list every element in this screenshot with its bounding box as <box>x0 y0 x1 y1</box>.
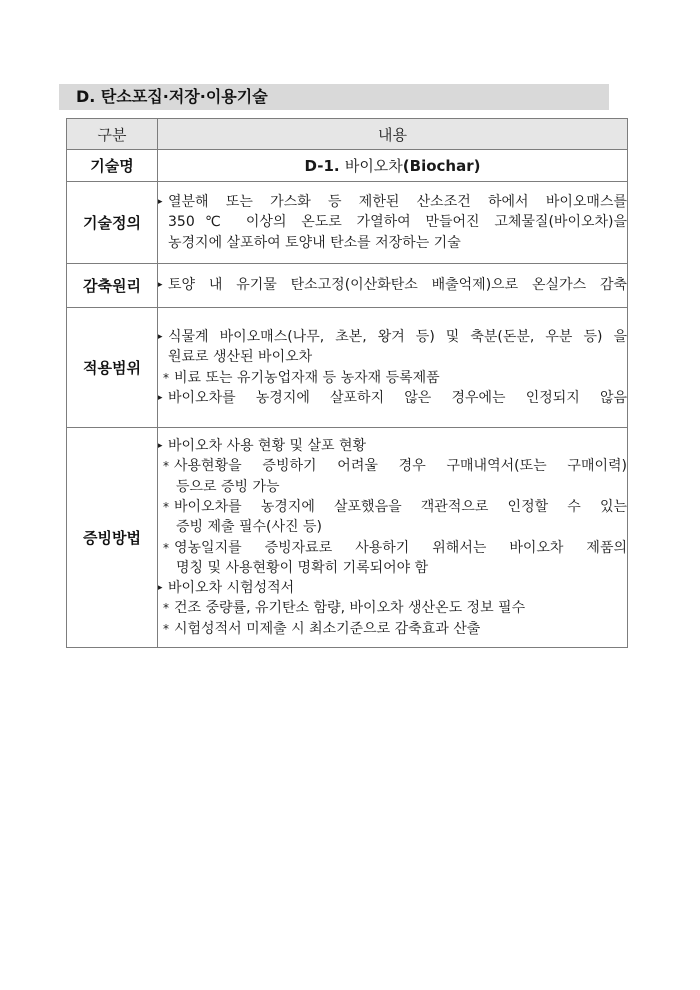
triangle-bullet-icon: ▸ <box>158 583 163 594</box>
row-content <box>158 182 628 264</box>
note-item <box>158 598 627 618</box>
row-content <box>158 308 628 428</box>
note-item <box>158 538 627 579</box>
tech-name-english: (Biochar) <box>402 157 481 175</box>
triangle-bullet-icon: ▸ <box>158 441 163 452</box>
row-label: 적용범위 <box>67 308 158 428</box>
text-line: 350℃ 이상의 온도로 가열하여 만들어진 고체물질(바이오차)을 <box>168 214 627 231</box>
text-line: 건조 중량률, 유기탄소 함량, 바이오차 생산온도 정보 필수 <box>174 600 526 617</box>
text-line: 바이오차를 농경지에 살포했음을 객관적으로 인정할 수 있는 <box>174 498 627 515</box>
note-item <box>158 456 627 497</box>
text-line: 비료 또는 유기농업자재 등 농자재 등록제품 <box>174 369 440 386</box>
text-line: 영농일지를 증빙자료로 사용하기 위해서는 바이오차 제품의 <box>174 539 627 556</box>
asterisk-icon: * <box>163 621 169 636</box>
row-label: 기술명 <box>67 150 158 182</box>
triangle-bullet-icon: ▸ <box>158 197 163 208</box>
text-line: 바이오차를 농경지에 살포하지 않은 경우에는 인정되지 않음 <box>168 389 627 406</box>
row-content <box>158 264 628 308</box>
tech-name-value <box>158 150 628 182</box>
row-label: 기술정의 <box>67 182 158 264</box>
row-content <box>158 428 628 648</box>
row-label: 증빙방법 <box>67 428 158 648</box>
asterisk-icon: * <box>163 499 169 514</box>
triangle-bullet-icon: ▸ <box>158 331 163 342</box>
tech-name-korean: 바이오차 <box>344 157 403 175</box>
asterisk-icon: * <box>163 540 169 555</box>
text-line: 증빙 제출 필수(사진 등) <box>176 519 322 536</box>
bullet-item <box>158 327 627 368</box>
text-line: 토양 내 유기물 탄소고정(이산화탄소 배출억제)으로 온실가스 감축 <box>168 277 627 294</box>
text-line: 바이오차 사용 현황 및 살포 현황 <box>168 438 367 455</box>
table-row-definition <box>67 182 628 264</box>
triangle-bullet-icon: ▸ <box>158 392 163 403</box>
asterisk-icon: * <box>163 601 169 616</box>
bullet-item <box>158 192 627 253</box>
text-line: 바이오차 시험성적서 <box>168 580 295 597</box>
text-line: 등으로 증빙 가능 <box>176 478 280 495</box>
asterisk-icon: * <box>163 459 169 474</box>
row-label: 감축원리 <box>67 264 158 308</box>
note-item <box>158 619 627 639</box>
note-item <box>158 497 627 538</box>
bullet-item <box>158 436 627 456</box>
asterisk-icon: * <box>163 370 169 385</box>
header-category: 구분 <box>67 119 158 150</box>
table-row-proof-method <box>67 428 628 648</box>
bullet-item <box>158 275 627 295</box>
text-line: 원료로 생산된 바이오차 <box>168 349 313 366</box>
table-header-row <box>67 119 628 150</box>
text-line: 열분해 또는 가스화 등 제한된 산소조건 하에서 바이오매스를 <box>168 194 627 211</box>
bullet-item <box>158 388 627 408</box>
header-content: 내용 <box>158 119 628 150</box>
tech-name-prefix: D-1. <box>304 157 345 175</box>
text-line: 사용현황을 증빙하기 어려울 경우 구매내역서(또는 구매이력) <box>174 458 627 475</box>
text-line: 명칭 및 사용현황이 명확히 기록되어야 함 <box>176 559 429 576</box>
section-title: D. 탄소포집·저장·이용기술 <box>59 84 609 110</box>
text-line: 식물계 바이오매스(나무, 초본, 왕겨 등) 및 축분(돈분, 우분 등) 을 <box>168 328 627 345</box>
table-row-tech-name <box>67 150 628 182</box>
note-item <box>158 368 627 388</box>
triangle-bullet-icon: ▸ <box>158 280 163 291</box>
table-row-principle <box>67 264 628 308</box>
text-line: 농경지에 살포하여 토양내 탄소를 저장하는 기술 <box>168 234 461 251</box>
text-line: 시험성적서 미제출 시 최소기준으로 감축효과 산출 <box>174 620 481 637</box>
table-row-scope <box>67 308 628 428</box>
technology-table <box>66 118 628 648</box>
bullet-item <box>158 578 627 598</box>
